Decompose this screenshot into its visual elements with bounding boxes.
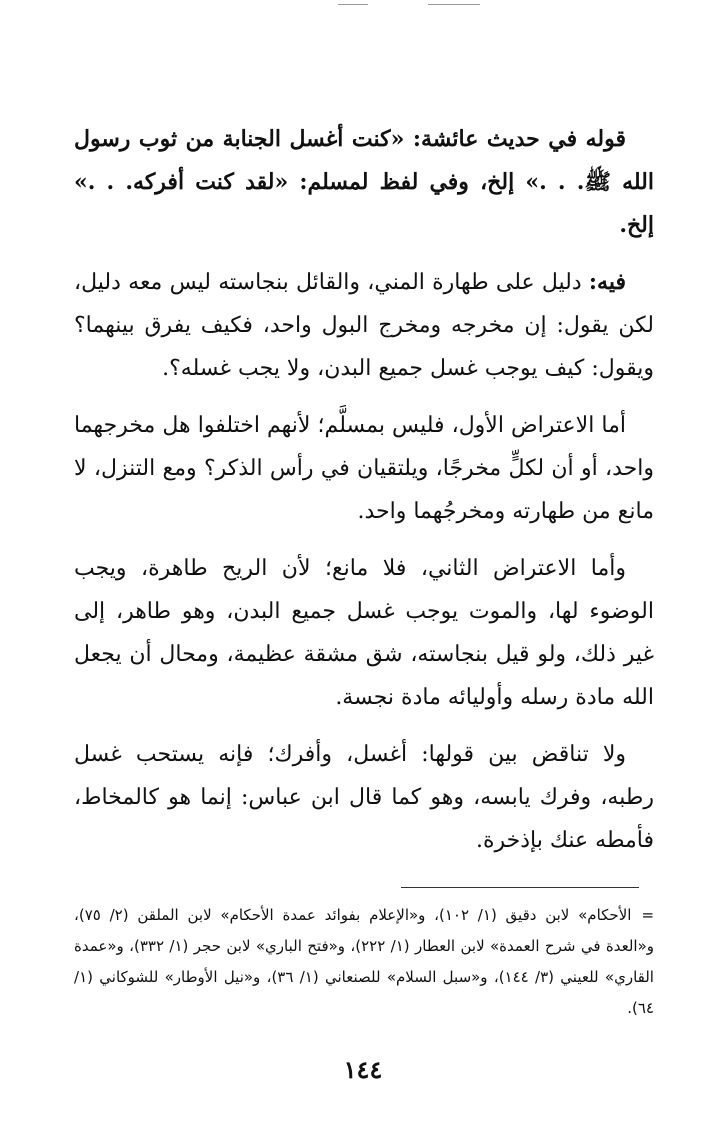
paragraph-text: دليل على طهارة المني، والقائل بنجاسته ليس معه دليل، لكن يقول: إن مخرجه ومخرج البول واحد، فكيف يفرق بينهما؟ ويقول: كيف يوجب غسل جميع البدن، ولا يجب غسله؟. [74, 270, 654, 381]
footnote-separator [401, 887, 639, 888]
paragraph-lead: فيه: [588, 269, 626, 295]
main-text [74, 118, 654, 862]
paragraph-heading [74, 118, 654, 247]
paragraph-text: قوله في حديث عائشة: «كنت أغسل الجنابة من ثوب رسول الله ﷺ. . .» إلخ، وفي لفظ لمسلم: «لقد كنت أفركه. . .» إلخ. [74, 126, 654, 238]
paragraph-text: وأما الاعتراض الثاني، فلا مانع؛ لأن الريح طاهرة، ويجب الوضوء لها، والموت يوجب غسل جميع البدن، وهو طاهر، إلى غير ذلك، ولو قيل بنجاسته، شق مشقة عظيمة، ومحال أن يجعل الله مادة رسله وأوليائه مادة نجسة. [74, 556, 654, 710]
footnote-continuation-mark: = [641, 906, 655, 924]
page-number: ١٤٤ [343, 1055, 383, 1084]
top-rule [338, 4, 368, 5]
top-rule [428, 4, 480, 5]
paragraph [74, 404, 654, 533]
footnote-text: الأحكام» لابن دقيق (١/ ١٠٢)، و«الإعلام بفوائد عمدة الأحكام» لابن الملقن (٢/ ٧٥)، و«العدة في شرح العمدة» لابن العطار (١/ ٢٢٢)، و«فتح الباري» لابن حجر (١/ ٣٣٢)، و«عمدة القاري» للعيني (٣/ ١٤٤)، و«سبل السلام» للصنعاني (١/ ٣٦)، و«نيل الأوطار» للشوكاني (١/ ٦٤). [74, 906, 654, 1017]
paragraph [74, 547, 654, 719]
paragraph [74, 261, 654, 390]
footnote [74, 900, 654, 1024]
paragraph-text: ولا تناقض بين قولها: أغسل، وأفرك؛ فإنه يستحب غسل رطبه، وفرك يابسه، وهو كما قال ابن عباس: إنما هو كالمخاط، فأمطه عنك بإذخرة. [74, 742, 654, 853]
paragraph-text: أما الاعتراض الأول، فليس بمسلَّم؛ لأنهم اختلفوا هل مخرجهما واحد، أو أن لكلٍّ مخرجًا، ويلتقيان في رأس الذكر؟ ومع التنزل، لا مانع من طهارته ومخرجُهما واحد. [74, 413, 654, 524]
paragraph [74, 733, 654, 862]
